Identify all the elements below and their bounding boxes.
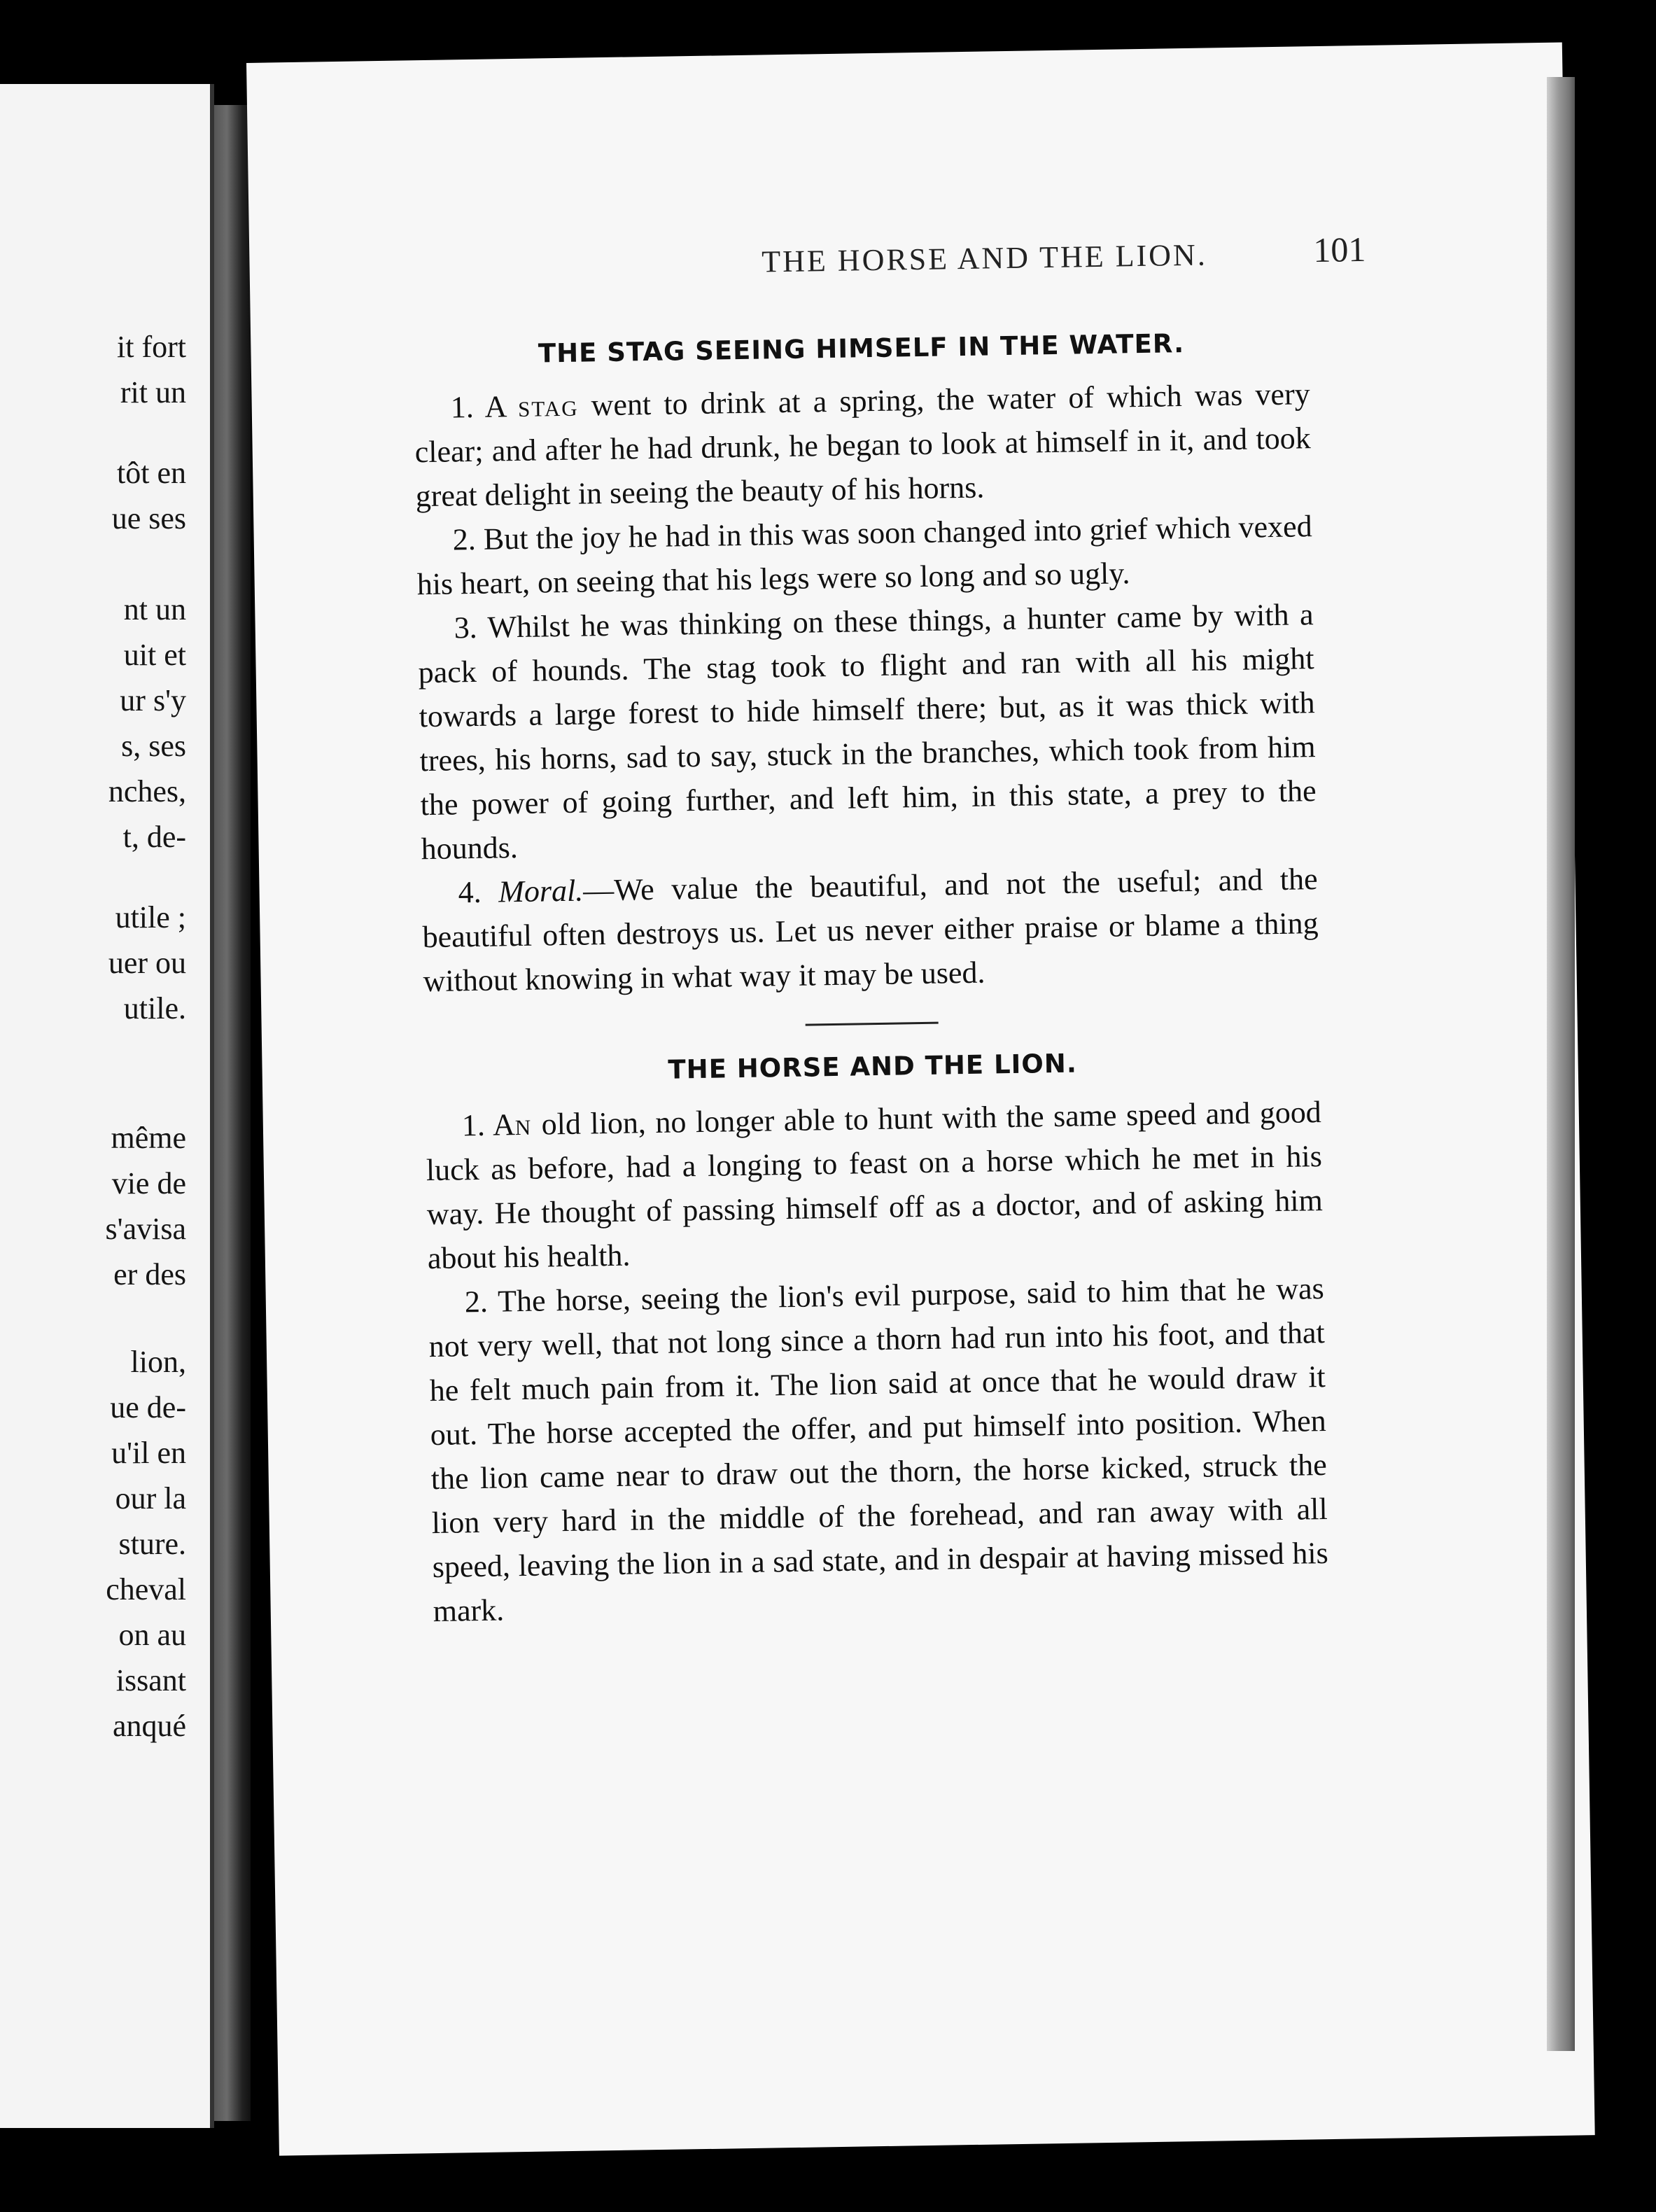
left-page-fragment: utile ; [115,900,186,934]
paragraph-lead: n [514,1107,533,1142]
left-page-fragment: ue de- [110,1390,186,1424]
paragraph-text: The horse, seeing the lion's evil purpose, said to him that he was not very well, that not long since a thorn had run into his foot, and that he felt much pain from it. The lion said at once that he would draw it out. The horse accepted the offer, and put himself into position. When the lion came near to draw out the thorn, the horse kicked, struck the lion very hard in the middle of the forehead, and ran away with all speed, leaving the lion in a sad state, and in despair at having missed his mark. [428,1271,1329,1629]
book-gutter [214,105,251,2121]
left-page-fragment: nt un [123,592,186,626]
left-page-fragment: s'avisa [105,1212,186,1246]
page-body [413,326,1329,1633]
left-page-fragment: ue ses [111,501,186,536]
left-page-fragment: ur s'y [120,683,186,718]
paragraph-text: Whilst he was thinking on these things, a hunter came by with a pack of hounds. The stag took to flight and ran with all his might towards a large forest to hide himself there; but, as it was thick with trees, his horns, sad to say, stuck in the branches, which took from him the power of going further, and left him, in this state, a prey to the hounds. [418,597,1317,867]
left-facing-page [0,84,214,2128]
paragraph-lead: stag [517,388,579,424]
left-page-fragment: uit et [123,638,186,672]
stag-paragraph-1 [414,372,1312,518]
paragraph-lead: Moral. [498,873,584,909]
paragraph-text: went to drink at a spring, the water of which was very clear; and after he had drunk, he began to look at himself in it, and took great delight in seeing the beauty of his horns. [414,377,1311,514]
left-page-fragment: it fort [117,330,186,364]
stag-paragraph-4 [421,857,1319,1003]
paragraph-text: But the joy he had in this was soon changed into grief which vexed his heart, on seeing that his legs were so long and so ugly. [416,509,1312,602]
horse-paragraph-1 [425,1090,1324,1280]
paragraph-text: —We value the beautiful, and not the useful; and the beautiful often destroys us. Let us never either praise or blame a thing without knowing in what way it may be used. [422,862,1319,999]
paragraph-number: 2. [452,522,484,557]
left-page-fragment: tôt en [117,456,186,490]
left-page-fragment: vie de [111,1166,186,1200]
left-page-fragment: nches, [108,774,186,808]
left-page-fragment: sture. [118,1527,186,1561]
paragraph-number: 4. [458,874,499,910]
left-page-fragment: uer ou [108,946,186,980]
page-edge [1547,77,1575,2051]
paragraph-number: 1. A [461,1107,516,1143]
left-page-fragment: même [111,1121,186,1155]
left-page-fragment: our la [115,1481,186,1516]
left-page-fragment: cheval [106,1572,186,1606]
story-title-stag: THE STAG SEEING HIMSELF IN THE WATER. [538,328,1185,369]
paragraph-number: 3. [454,610,488,645]
left-page-fragment: rit un [120,375,186,410]
right-page [246,42,1595,2155]
section-divider [806,1022,939,1026]
left-page-fragment: u'il en [111,1436,186,1470]
paragraph-number: 2. [464,1284,498,1320]
paragraph-number: 1. A [450,388,519,425]
left-page-fragment: utile. [123,991,186,1026]
left-page-fragment: on au [118,1618,186,1652]
horse-paragraph-2 [428,1266,1329,1633]
page-number: 101 [1312,229,1366,270]
left-page-fragment: t, de- [122,820,186,854]
story-title-horse: THE HORSE AND THE LION. [668,1048,1078,1085]
running-head: THE HORSE AND THE LION. [761,237,1208,279]
left-page-fragment: anqué [112,1709,186,1743]
left-page-fragment: s, ses [121,729,186,763]
left-page-fragment: er des [113,1257,186,1292]
stag-paragraph-2 [416,504,1313,606]
left-page-fragment: lion, [130,1345,186,1379]
stag-paragraph-3 [417,592,1317,871]
paragraph-text: old lion, no longer able to hunt with the same speed and good luck as before, had a longing to feast on a horse which he met in his way. He thought of passing himself off as a doctor, and of asking him about his health. [426,1095,1324,1276]
left-page-fragment: issant [115,1663,186,1698]
